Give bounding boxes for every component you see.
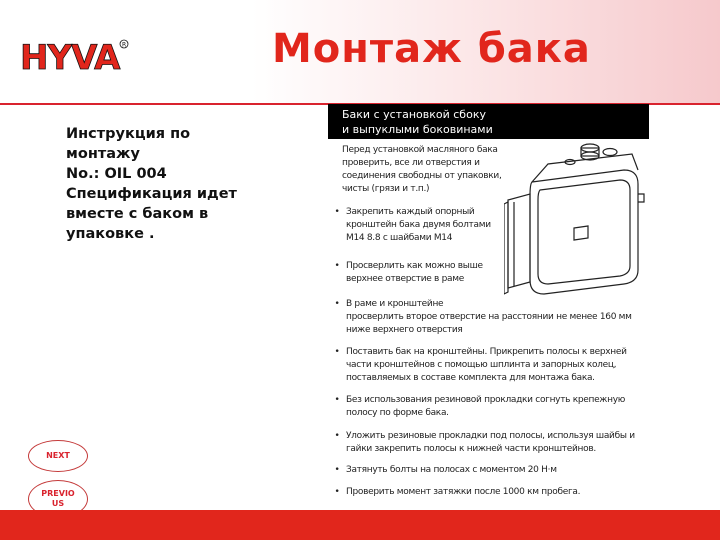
bullet-glyph: •: [334, 431, 340, 441]
step-line: гайки закрепить полосы к нижней части кронштейнов.: [346, 444, 596, 454]
step-line: Без использования резиновой прокладки согнуть крепежную: [346, 395, 625, 405]
previous-button-label: [41, 489, 74, 509]
document-header: [328, 104, 649, 139]
instruction-summary: [66, 124, 296, 244]
bullet-glyph: •: [334, 261, 340, 271]
step-line: М14 8.8 с шайбами М14: [346, 233, 453, 243]
step-line: Просверлить как можно выше: [346, 261, 483, 271]
step-line: поставляемых в составе комплекта для монтажа бака.: [346, 373, 595, 383]
next-button-label: NEXT: [46, 451, 70, 460]
previous-label-line: PREVIO: [41, 489, 75, 498]
step-line: верхнее отверстие в раме: [346, 274, 464, 284]
document-intro-line: соединения свободны от упаковки,: [342, 171, 502, 181]
step-item: [328, 206, 491, 245]
step-line: В раме и кронштейне: [346, 299, 444, 309]
bullet-glyph: •: [334, 487, 340, 497]
next-button[interactable]: [28, 440, 88, 472]
intro-line: Спецификация идет: [66, 186, 237, 202]
intro-line: вместе с баком в: [66, 206, 209, 222]
intro-line: Инструкция по: [66, 126, 191, 142]
step-line: ниже верхнего отверстия: [346, 325, 463, 335]
step-line: Уложить резиновые прокладки под полосы, используя шайбы и: [346, 431, 635, 441]
step-line: Проверить момент затяжки после 1000 км пробега.: [346, 487, 581, 497]
bullet-glyph: •: [334, 207, 340, 217]
step-line: Затянуть болты на полосах с моментом 20 Н·м: [346, 465, 557, 475]
step-item: [328, 430, 635, 456]
step-line: части кронштейнов с помощью шплинта и запорных колец,: [346, 360, 617, 370]
intro-line: упаковке .: [66, 226, 155, 242]
intro-line: No.: OIL 004: [66, 166, 167, 182]
oil-tank-drawing: [504, 142, 646, 302]
step-line: Закрепить каждый опорный: [346, 207, 475, 217]
step-item: [328, 346, 627, 385]
footer-bar: [0, 510, 720, 540]
previous-label-line: US: [51, 499, 65, 508]
document-header-line: и выпуклыми боковинами: [342, 123, 493, 136]
document-header-line: Баки с установкой сбоку: [342, 108, 486, 121]
step-line: просверлить второе отверстие на расстоянии не менее 160 мм: [346, 312, 632, 322]
step-item: [328, 394, 625, 420]
document-intro: [342, 144, 512, 196]
step-item: [328, 260, 483, 286]
document-intro-line: чисты (грязи и т.п.): [342, 184, 430, 194]
step-item: [328, 486, 580, 499]
svg-text:R: R: [122, 41, 127, 49]
document-intro-line: Перед установкой масляного бака: [342, 145, 498, 155]
step-line: Поставить бак на кронштейны. Прикрепить полосы к верхней: [346, 347, 627, 357]
page-title: Монтаж бака: [272, 26, 591, 72]
step-item: [328, 298, 632, 337]
bullet-glyph: •: [334, 299, 340, 309]
hyva-logo: [18, 36, 130, 78]
instruction-document-image: [328, 104, 649, 500]
document-intro-line: проверить, все ли отверстия и: [342, 158, 480, 168]
step-line: кронштейн бака двумя болтами: [346, 220, 491, 230]
svg-text:HYVA: HYVA: [20, 38, 120, 78]
step-line: полосу по форме бака.: [346, 408, 449, 418]
bullet-glyph: •: [334, 395, 340, 405]
intro-line: монтажу: [66, 146, 140, 162]
step-item: [328, 464, 557, 477]
bullet-glyph: •: [334, 465, 340, 475]
bullet-glyph: •: [334, 347, 340, 357]
